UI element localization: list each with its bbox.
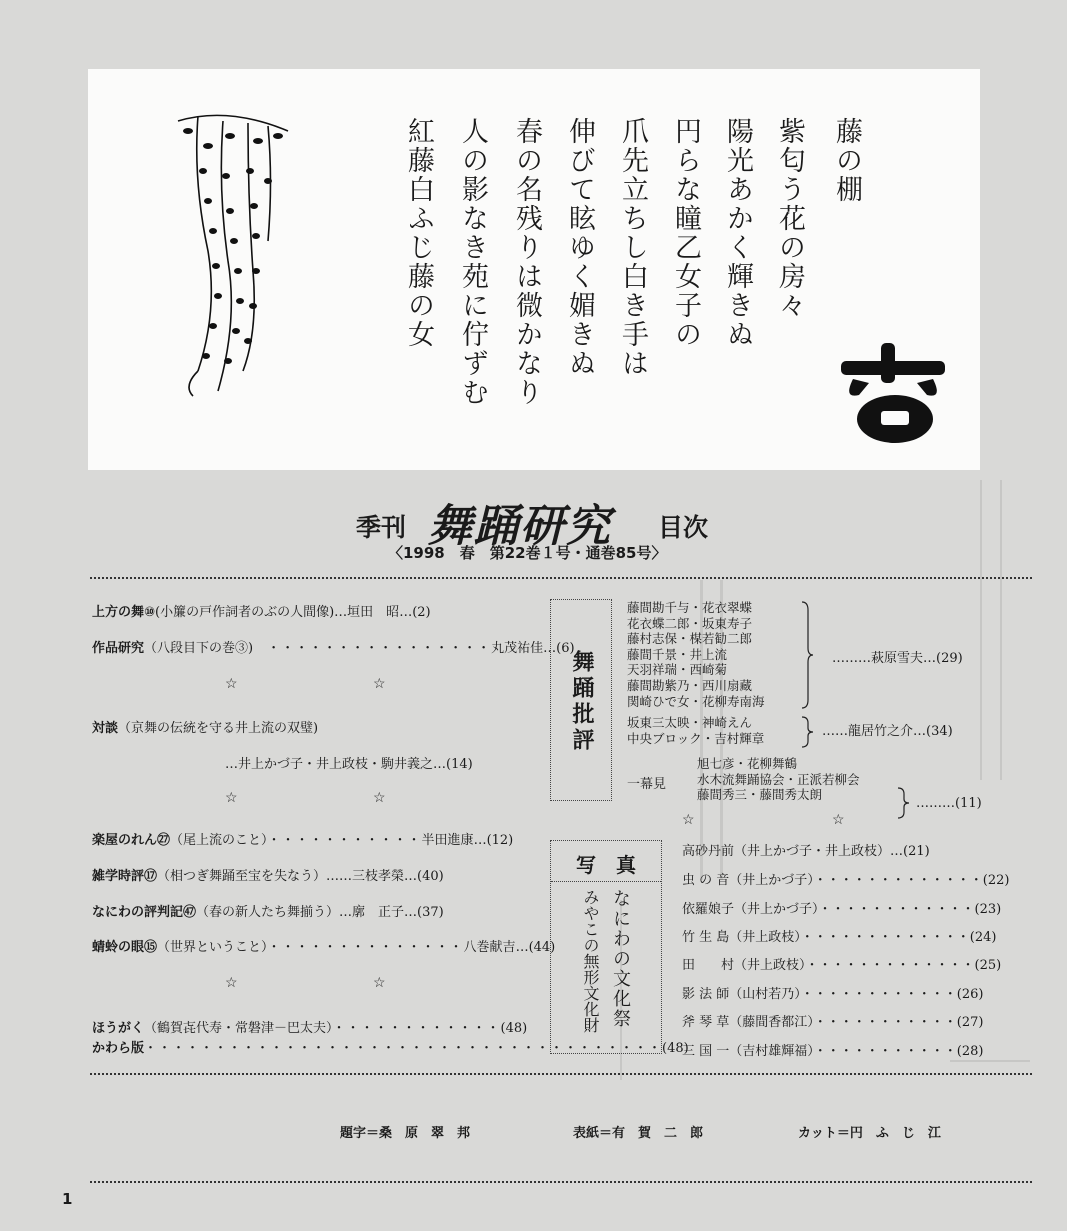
photo-entry[interactable]: 影 法 師（山村若乃）・・・・・・・・・・・・(26) — [682, 987, 984, 1002]
photo-entry[interactable]: 高砂丹前（井上かづ子・井上政枝）…(21) — [682, 844, 930, 859]
criticism-author[interactable]: ………萩原雪夫…(29) — [832, 651, 963, 666]
criticism-label: 舞踊批評 — [569, 650, 595, 754]
credit-cut: カット＝円 ふ じ 江 — [798, 1126, 941, 1141]
photo-entry[interactable]: 田 村（井上政枝）・・・・・・・・・・・・・(25) — [682, 958, 1002, 973]
brace-icon — [800, 715, 814, 749]
star-separator: ☆ — [225, 790, 238, 806]
star-separator: ☆ — [225, 676, 238, 692]
photo-label: 写 真 — [576, 853, 636, 877]
poem-line: 人の影なき苑に佇ずむ — [457, 117, 488, 407]
toc-entry[interactable]: 蜻蛉の眼⑮（世界ということ）・・・・・・・・・・・・・・八巻献吉…(44) — [92, 940, 556, 955]
toc-entry-authors: …井上かづ子・井上政枝・駒井義之…(14) — [225, 757, 473, 772]
divider-bottom — [90, 1073, 1032, 1075]
criticism-group-3-label: 一幕見 — [627, 777, 667, 792]
poem-line: 春の名残りは微かなり — [511, 117, 542, 407]
photo-entry[interactable]: 竹 生 島（井上政枝）・・・・・・・・・・・・・(24) — [682, 930, 997, 945]
star-separator: ☆ — [682, 812, 695, 828]
toc-entry[interactable]: 楽屋のれん㉗（尾上流のこと）・・・・・・・・・・・半田進康…(12) — [92, 833, 514, 848]
magazine-title — [340, 484, 740, 552]
credit-cover: 表紙＝有 賀 二 郎 — [573, 1126, 704, 1141]
toc-entry[interactable]: 作品研究（八段目下の巻③) ・・・・・・・・・・・・・・・・丸茂祐佳…(6) — [92, 641, 575, 656]
divider-top — [90, 577, 1032, 579]
star-separator: ☆ — [373, 676, 386, 692]
photo-entry[interactable]: 三 国 一（吉村雄輝福）・・・・・・・・・・・(28) — [682, 1044, 984, 1059]
toc-entry[interactable]: 雑学時評⑰（相つぎ舞踊至宝を失なう）……三枝孝榮…(40) — [92, 869, 444, 884]
toc-entry[interactable]: かわら版・・・・・・・・・・・・・・・・・・・・・・・・・・・・・・・・・・・・・(48) — [92, 1041, 689, 1056]
toc-entry[interactable]: 上方の舞⑩(小簾の戸作詞者のぶの人間像)…垣田 昭…(2) — [92, 605, 431, 620]
brace-icon — [896, 786, 910, 820]
criticism-page[interactable]: ………(11) — [916, 796, 982, 811]
toc-entry[interactable]: 対談（京舞の伝統を守る井上流の双璧) — [92, 721, 319, 736]
credit-calligraphy: 題字＝桑 原 翠 邦 — [340, 1126, 471, 1141]
criticism-author[interactable]: ……龍居竹之介…(34) — [822, 724, 953, 739]
poem-line: 紫匂う花の房々 — [774, 117, 805, 320]
title-prefix: 季刊 — [356, 513, 407, 542]
brace-icon — [800, 600, 814, 710]
star-separator: ☆ — [832, 812, 845, 828]
criticism-group-1: 藤間勘千与・花衣翠蝶 花衣蝶二郎・坂東寿子 藤村志保・楳若勧二郎 藤間千景・井上流 天羽祥瑞・西崎菊 藤間勘紫乃・西川扇藏 関崎ひで女・花柳寿南海 — [627, 600, 765, 709]
poem-line: 紅藤白ふじ藤の女 — [403, 117, 434, 349]
divider-footer — [90, 1181, 1032, 1183]
photo-box-divider — [551, 881, 661, 882]
photo-box — [550, 840, 662, 1054]
toc-entry[interactable]: なにわの評判記㊼（春の新人たち舞揃う）…廓 正子…(37) — [92, 905, 444, 920]
poem-panel — [88, 69, 980, 470]
poem-line: 円らな瞳乙女子の — [670, 117, 701, 349]
photo-caption: みやこの無形文化財 — [581, 889, 600, 1033]
poem-line: 爪先立ちし白き手は — [617, 117, 648, 378]
criticism-group-3: 旭七彦・花柳舞鶴 水木流舞踊協会・正派若柳会 藤間秀三・藤間秀太朗 — [697, 756, 860, 803]
star-separator: ☆ — [225, 975, 238, 991]
photo-entry[interactable]: 斧 琴 草（藤間香都江）・・・・・・・・・・・(27) — [682, 1015, 984, 1030]
photo-entry[interactable]: 虫 の 音（井上かづ子）・・・・・・・・・・・・・(22) — [682, 873, 1010, 888]
toc-entry[interactable]: ほうがく（鶴賀㐂代寿・常磐津－巴太夫）・・・・・・・・・・・・(48) — [92, 1021, 528, 1036]
poem-title: 藤の棚 — [831, 117, 862, 204]
star-separator: ☆ — [373, 975, 386, 991]
page-number: 1 — [62, 1190, 73, 1208]
star-separator: ☆ — [373, 790, 386, 806]
title-suffix: 目次 — [658, 513, 709, 542]
issue-info: 〈1998 春 第22巻１号・通巻85号〉 — [388, 544, 667, 562]
poem-line: 陽光あかく輝きぬ — [722, 117, 753, 349]
photo-entry[interactable]: 依羅娘子（井上かづ子）・・・・・・・・・・・・(23) — [682, 902, 1002, 917]
criticism-label-box — [550, 599, 612, 801]
title-main: 舞踊研究 — [428, 501, 612, 552]
wisteria-illustration — [168, 101, 298, 401]
poem-line: 伸びて眩ゆく媚きぬ — [564, 117, 595, 378]
photo-caption: なにわの文化祭 — [610, 889, 631, 1029]
season-haru-emblem — [833, 339, 953, 449]
criticism-group-2: 坂東三太映・神崎えん 中央ブロック・吉村輝章 — [627, 715, 765, 746]
